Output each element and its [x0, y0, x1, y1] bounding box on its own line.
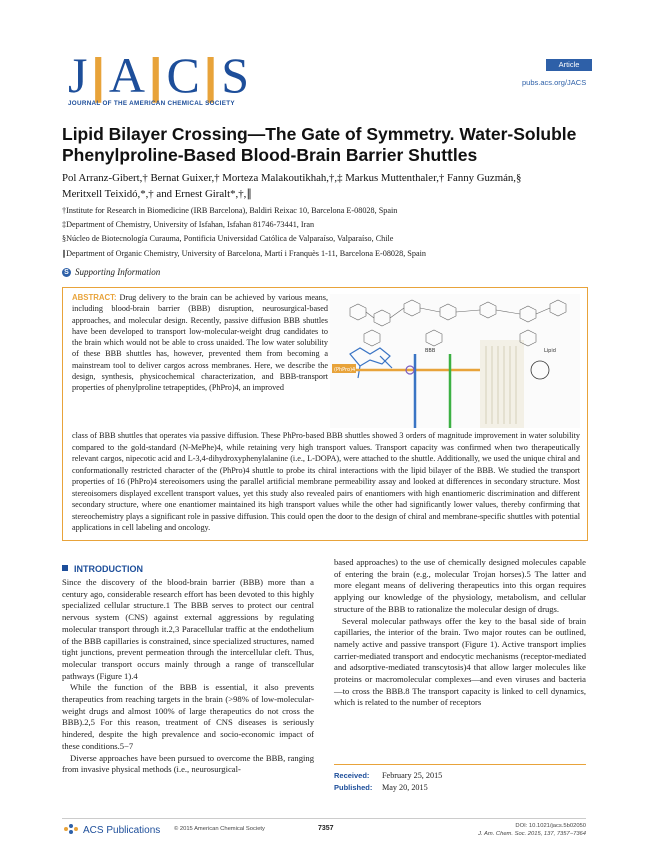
logo-letter-s: S [221, 47, 251, 103]
supporting-info-link[interactable] [62, 267, 160, 277]
logo-letter-a: A [108, 47, 147, 103]
received-label: Received: [334, 771, 370, 780]
acs-publications-logo [62, 823, 160, 836]
citation-text: J. Am. Chem. Soc. 2015, 137, 7357−7364 [478, 831, 586, 837]
section-square-icon [62, 565, 68, 571]
acs-hexagon-icon [62, 823, 80, 835]
received-row [334, 770, 586, 782]
publisher-name: ACS Publications [83, 825, 161, 836]
affiliation-3: §Núcleo de Biotecnología Curauma, Pontificia Universidad Católica de Valparaíso, Valparaíso, Chile [62, 234, 394, 243]
abstract-narrow-text: Drug delivery to the brain can be achieved by various means, including blood-brain barrier (BBB) disruption, neurosurgical-based approaches, and molecular design. Recently, passive diffusion BBB shuttles have been developed to transport low-molecular-weight drug candidates to the brain which would not be able to cross unaided. The low water solubility of these BBB shuttles has, however, prevented them from becoming a mainstream tool to deliver cargos across membranes. Here, we describe the design, synthesis, physicochemical characterization, and BBB-transport properties of phenylproline tetrapeptides, (PhPro)4, an improved [72, 293, 329, 393]
published-label: Published: [334, 783, 373, 792]
abstract-wide-text: class of BBB shuttles that operates via passive diffusion. These PhPro-based BBB shuttles showed 3 orders of magnitude improvement in water solubility compared to the gold-standard (N-MePhe)4, while retaining very high transport values. Transport capacity was confirmed when two therapeutically relevant cargos, nipecotic acid and L-3,4-dihydroxyphenylalanine (i.e., L-DOPA), were attached to the shuttle. Additionally, we used the unique chiral and conformationally restricted character of the (PhPro)4 shuttle to probe its chiral interactions with the lipid bilayer of the BBB. We studied the transport properties of 16 (PhPro)4 stereoisomers using the parallel artificial membrane permeability assay and looked at differences in secondary structure. Most stereoisomers displayed excellent transport values, yet this study also revealed pairs of enantiomers with high enantiomeric discrimination and different secondary structure, where one enantiomer maintained its high transport values while the other had significantly lower values, thereby confirming that stereochemistry plays a significant role in passive diffusion. This could open the door to the design of chiral and membrane-specific shuttles with potential applications in cell labeling and oncology. [72, 431, 580, 532]
affiliation-4: ∥Department of Organic Chemistry, University of Barcelona, Martí i Franquès 1-11, Barcelona E-08028, Spain [62, 249, 426, 258]
logo-separator: | [91, 50, 106, 103]
article-type-badge: Article [546, 59, 592, 71]
section-title: INTRODUCTION [74, 564, 143, 574]
affiliation-2: ‡Department of Chemistry, University of Isfahan, Isfahan 81746-73441, Iran [62, 220, 315, 229]
paragraph: based approaches) to the use of chemically designed molecules capable of entering the brain (e.g., molecular Trojan horses).5 The latter and more elegant means of delivering therapeutics into this organ requires applying our knowledge of the physiology, metabolism, and cellular structure of the BBB to rationalize the molecular design of drugs. [334, 557, 586, 614]
membrane-marker [531, 361, 549, 379]
molecule-structures [350, 300, 566, 346]
logo-letter-j: J [68, 47, 89, 103]
supporting-info-icon: S [62, 268, 71, 277]
section-heading [62, 564, 143, 574]
journal-url-link[interactable]: pubs.acs.org/JACS [522, 78, 587, 87]
body-column-left [62, 577, 314, 776]
logo-separator: | [203, 50, 219, 103]
paragraph: While the function of the BBB is essential, it also prevents therapeutics from reaching targets in the brain (>98% of low-molecular-weight drugs and almost 100% of large therapeutics do not cross the BBB).2,5 For this reason, treatment of CNS diseases is seriously hindered, despite the high prevalence and socio-economic impact of these conditions.5−7 [62, 682, 314, 751]
paragraph: Since the discovery of the blood-brain barrier (BBB) more than a century ago, considerable research effort has been devoted to this highly specialized cellular structure.1 The BBB serves to protect our central nervous system (CNS) against external aggressions by regulating molecular transport through it.2,3 Paracellular traffic at the endothelium of the BBB capillaries is constrained, since specialized structures, named tight junctions, prevent permeation through the intercellular cleft. Thus, molecular transport occurs mainly through a range of transcellular pathways (Figure 1).4 [62, 577, 314, 681]
abstract-label: ABSTRACT: [72, 293, 117, 302]
author-line-1: Pol Arranz-Gibert,† Bernat Guixer,† Morteza Malakoutikhah,†,‡ Markus Muttenthaler,† Fanny Guzmán,§ [62, 172, 522, 184]
toc-label-left: (PhPro)4 [334, 367, 356, 373]
toc-label-mid: BBB [425, 348, 436, 354]
copyright-notice: © 2015 American Chemical Society [174, 826, 265, 832]
affiliation-1: †Institute for Research in Biomedicine (IRB Barcelona), Baldiri Reixac 10, Barcelona E-08028, Spain [62, 206, 398, 215]
doi-block [470, 822, 586, 838]
membrane-band [480, 340, 524, 428]
received-date: February 25, 2015 [382, 771, 443, 780]
journal-logo [68, 47, 251, 103]
footer-divider [62, 818, 586, 819]
publication-dates [334, 764, 586, 794]
toc-label-right: Lipid [544, 348, 556, 354]
toc-graphic [330, 294, 580, 428]
shuttle-molecule [350, 348, 392, 378]
paper-title: Lipid Bilayer Crossing—The Gate of Symmetry. Water-Soluble Phenylproline-Based Blood-Brain Barrier Shuttles [62, 124, 577, 165]
published-date: May 20, 2015 [382, 783, 428, 792]
body-column-right [334, 557, 586, 709]
journal-subtitle: JOURNAL OF THE AMERICAN CHEMICAL SOCIETY [68, 100, 235, 107]
author-line-2: Meritxell Teixidó,*,† and Ernest Giralt*,†,∥ [62, 188, 252, 200]
supporting-info-label: Supporting Information [75, 267, 161, 277]
published-row [334, 782, 586, 794]
page-number: 7357 [318, 825, 334, 832]
abstract-narrow [72, 292, 328, 394]
doi-link[interactable]: DOI: 10.1021/jacs.5b02050 [515, 823, 586, 829]
toc-graphic-svg [330, 294, 580, 428]
author-list [62, 170, 602, 202]
logo-letter-c: C [166, 47, 201, 103]
paragraph: Several molecular pathways offer the key to the basal side of brain capillaries, the interior of the brain. Two major routes can be outlined, namely active and passive transport (Figure 1). Active transport implies carrier-mediated transport and endocytic mechanisms (receptor-mediated and adsorptive-mediated transcytosis)4 that allow larger molecules like proteins or macromolecular complexes—and even viruses and bacteria—to cross the BBB.8 The transport capacity is linked to cell dynamics, which is related to the number of receptors [334, 615, 586, 708]
paragraph: Diverse approaches have been pursued to overcome the BBB, ranging from invasive physical methods (i.e., neurosurgical- [62, 752, 314, 775]
logo-separator: | [149, 50, 164, 103]
